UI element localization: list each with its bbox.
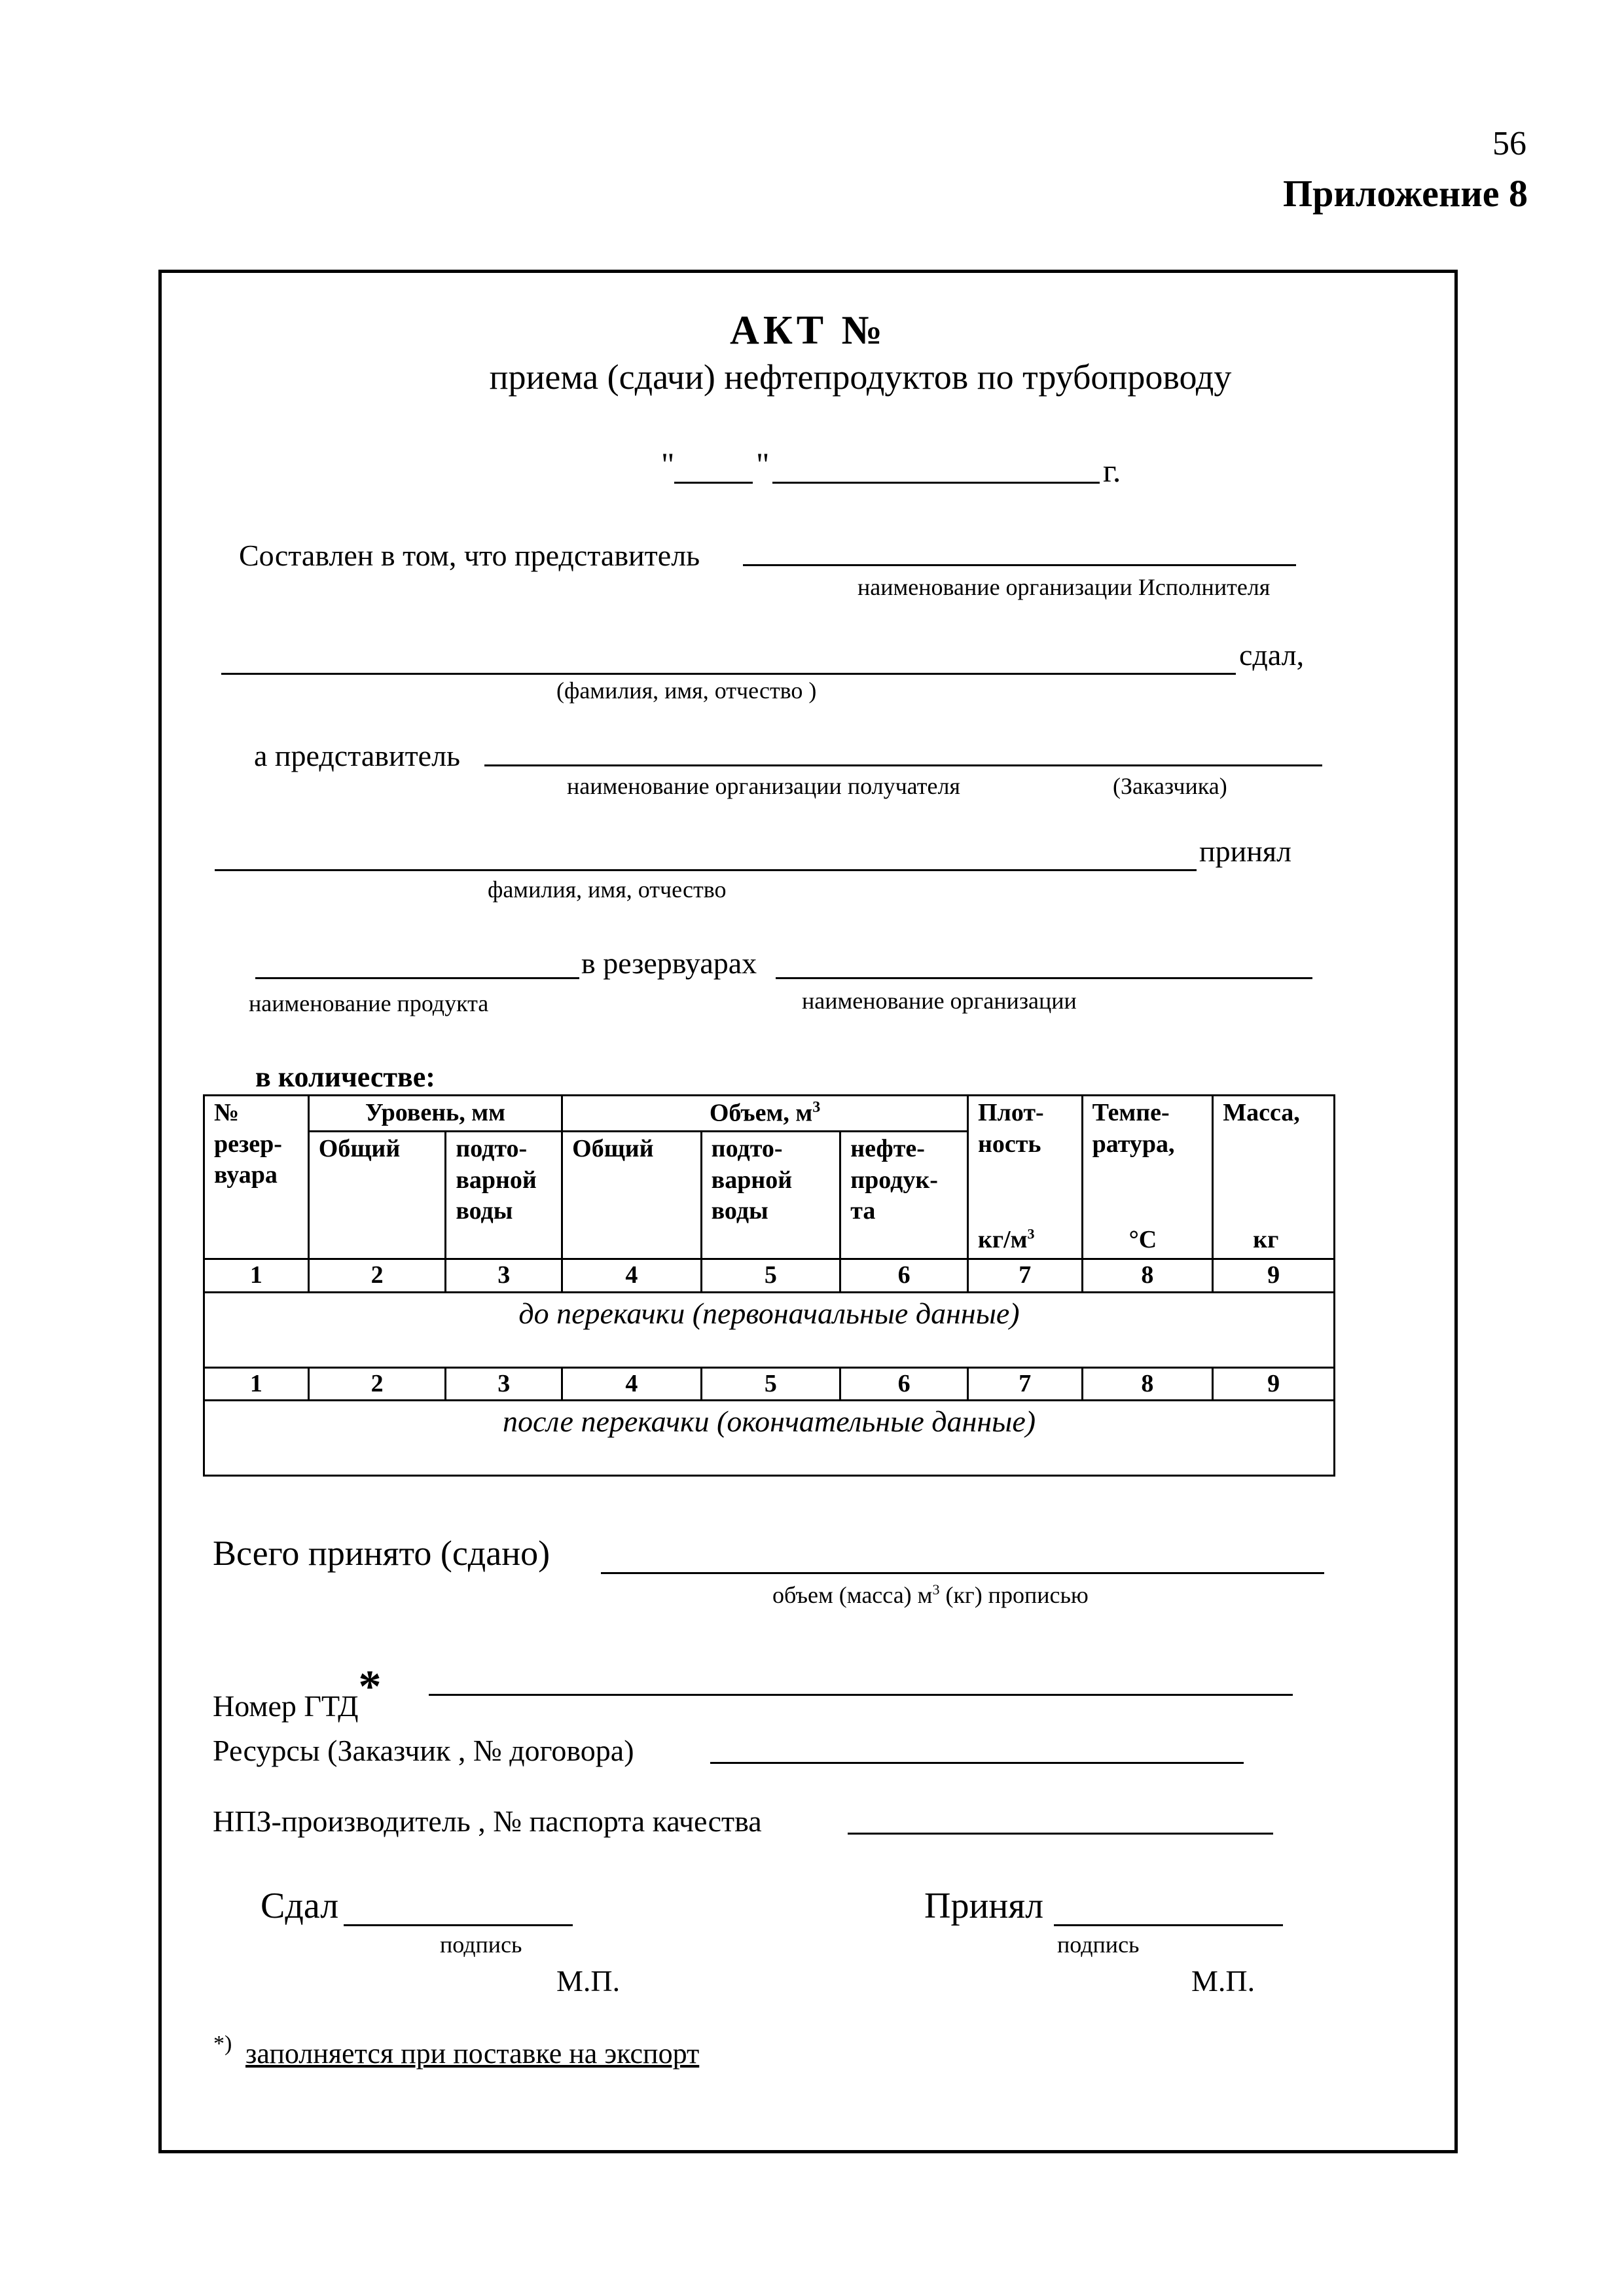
accepted-signature-field[interactable]	[1054, 1924, 1283, 1926]
total-caption-sup: 3	[932, 1581, 940, 1598]
column-number: 5	[701, 1367, 840, 1401]
header-level-water: подто-варной воды	[446, 1132, 562, 1259]
header-volume-oil: нефте-продук-та	[840, 1132, 968, 1259]
date-quote-open: "	[661, 446, 675, 482]
gtd-asterisk: *	[358, 1662, 382, 1712]
date-day-field[interactable]	[674, 482, 753, 484]
handed-signature-caption: подпись	[440, 1931, 522, 1958]
before-transfer-row[interactable]: до перекачки (первоначальные данные)	[204, 1292, 1335, 1367]
header-tank-number	[204, 1096, 309, 1259]
column-number: 1	[204, 1259, 309, 1293]
total-amount-caption	[772, 1581, 1089, 1609]
total-amount-field[interactable]	[601, 1572, 1324, 1574]
receiver-org-caption-2: (Заказчика)	[1113, 773, 1227, 799]
executor-org-field[interactable]	[743, 564, 1296, 566]
header-temperature	[1082, 1096, 1213, 1259]
handed-label: сдал,	[1239, 638, 1305, 672]
column-number: 4	[562, 1259, 702, 1293]
tank-org-caption: наименование организации	[802, 988, 1077, 1014]
resources-label: Ресурсы (Заказчик , № договора)	[213, 1734, 634, 1767]
column-number: 6	[840, 1367, 968, 1401]
header-temperature-text: Темпе-ратура,	[1092, 1099, 1175, 1158]
tank-org-field[interactable]	[776, 977, 1312, 979]
date-year-suffix: г.	[1103, 452, 1121, 489]
column-number: 6	[840, 1259, 968, 1293]
column-number: 8	[1082, 1367, 1213, 1401]
header-volume-sup: 3	[812, 1099, 821, 1116]
header-level: Уровень, мм	[308, 1096, 562, 1132]
product-name-caption: наименование продукта	[249, 990, 489, 1016]
accepted-by-name-field[interactable]	[215, 869, 1197, 871]
appendix-label: Приложение 8	[1283, 172, 1528, 215]
column-number-row-after	[204, 1367, 1335, 1401]
accepted-label: принял	[1199, 834, 1291, 868]
date-month-field[interactable]	[772, 482, 1100, 484]
total-caption-a: объем (масса) м	[772, 1582, 933, 1608]
resources-field[interactable]	[710, 1762, 1244, 1764]
header-level-total: Общий	[308, 1132, 446, 1259]
header-volume	[562, 1096, 968, 1132]
footnote-mark: *)	[213, 2032, 232, 2056]
and-representative-label: а представитель	[254, 739, 461, 772]
header-density-text: Плот-ность	[977, 1099, 1044, 1158]
header-volume-total: Общий	[562, 1132, 702, 1259]
column-number: 7	[967, 1367, 1082, 1401]
accepted-by-caption: фамилия, имя, отчество	[488, 876, 727, 903]
handed-by-caption: (фамилия, имя, отчество )	[556, 677, 817, 704]
header-mass-text: Масса,	[1223, 1099, 1300, 1126]
npz-passport-field[interactable]	[848, 1833, 1273, 1835]
header-volume-water: подто-варной воды	[701, 1132, 840, 1259]
header-density	[967, 1096, 1082, 1259]
handed-stamp: М.П.	[556, 1964, 621, 1998]
header-mass-unit: кг	[1253, 1225, 1279, 1253]
after-transfer-row[interactable]: после перекачки (окончательные данные)	[204, 1401, 1335, 1476]
column-number: 7	[967, 1259, 1082, 1293]
handed-signature-label: Сдал	[261, 1886, 339, 1926]
column-number: 2	[308, 1367, 446, 1401]
executor-org-caption: наименование организации Исполнителя	[857, 574, 1271, 600]
column-number: 9	[1213, 1259, 1335, 1293]
accepted-stamp: М.П.	[1191, 1964, 1255, 1998]
gtd-label-text: Номер ГТД	[213, 1689, 359, 1723]
date-quote-close: "	[756, 446, 770, 482]
accepted-signature-label: Принял	[924, 1886, 1044, 1926]
receiver-org-caption: наименование организации получателя	[567, 773, 960, 799]
header-volume-text: Объем, м	[709, 1099, 813, 1127]
accepted-signature-caption: подпись	[1057, 1931, 1140, 1958]
total-accepted-label: Всего принято (сдано)	[213, 1534, 550, 1573]
column-number: 3	[446, 1367, 562, 1401]
composed-label: Составлен в том, что представитель	[239, 539, 700, 572]
page-number: 56	[1492, 125, 1526, 162]
act-subtitle: приема (сдачи) нефтепродуктов по трубопроводу	[489, 357, 1232, 397]
column-number: 3	[446, 1259, 562, 1293]
handed-by-name-field[interactable]	[221, 673, 1236, 675]
header-no: №	[214, 1099, 240, 1126]
receiver-org-field[interactable]	[484, 764, 1322, 766]
column-number: 1	[204, 1367, 309, 1401]
header-density-unit-sup: 3	[1027, 1225, 1035, 1242]
column-number: 2	[308, 1259, 446, 1293]
column-number: 8	[1082, 1259, 1213, 1293]
column-number-row-before	[204, 1259, 1335, 1293]
gtd-label	[213, 1661, 382, 1723]
product-name-field[interactable]	[255, 977, 579, 979]
footnote-text: заполняется при поставке на экспорт	[245, 2037, 700, 2070]
header-tank: резер-вуара	[214, 1130, 282, 1189]
total-caption-b: (кг) прописью	[939, 1582, 1089, 1608]
measurement-table	[203, 1094, 1335, 1477]
npz-label: НПЗ-производитель , № паспорта качества	[213, 1804, 762, 1838]
handed-signature-field[interactable]	[344, 1924, 573, 1926]
in-tanks-label: в резервуарах	[581, 946, 757, 980]
column-number: 5	[701, 1259, 840, 1293]
quantity-label: в количестве:	[255, 1061, 435, 1093]
header-density-unit-text: кг/м	[977, 1225, 1028, 1253]
column-number: 9	[1213, 1367, 1335, 1401]
header-density-unit	[978, 1225, 1035, 1256]
column-number: 4	[562, 1367, 702, 1401]
gtd-number-field[interactable]	[429, 1694, 1293, 1696]
header-mass	[1213, 1096, 1335, 1259]
header-temperature-unit: °С	[1128, 1225, 1157, 1253]
act-title: АКТ №	[730, 308, 886, 353]
